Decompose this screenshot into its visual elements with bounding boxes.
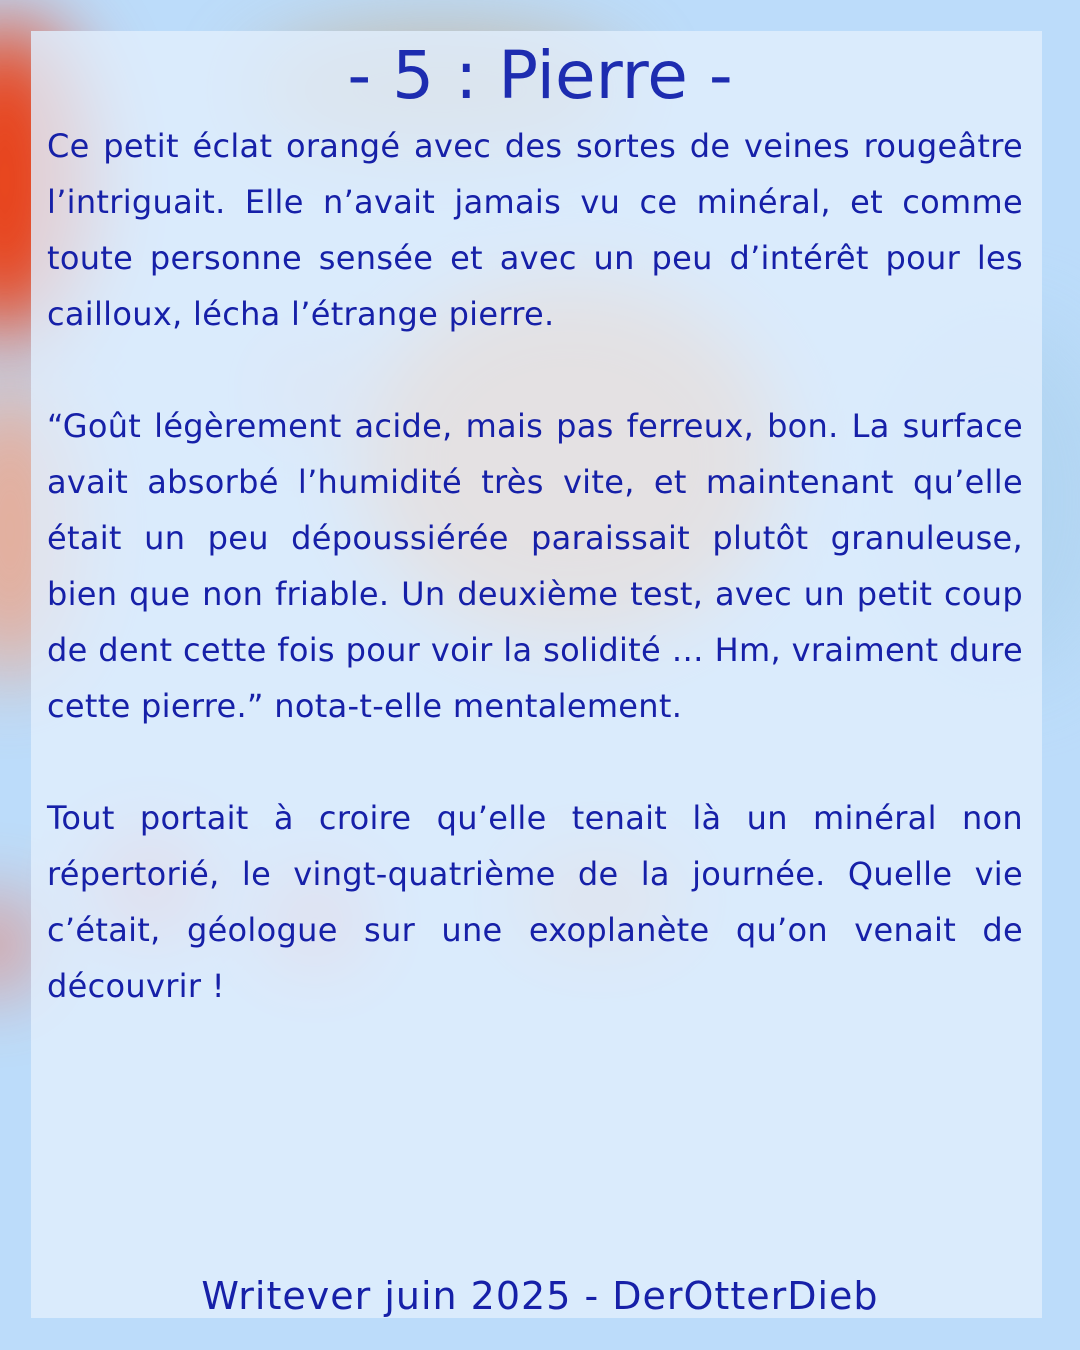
- red-blur-shape: [0, 900, 30, 990]
- story-text: [47, 118, 1023, 1070]
- footer-credit: Writever juin 2025 - DerOtterDieb: [201, 1274, 879, 1318]
- paragraph-3: Tout portait à croire qu’elle tenait là un minéral non répertorié, le vingt-quatrième de la journée. Quelle vie c’était, géologue sur une exoplanète qu’on venait de découvrir !: [47, 799, 1023, 1005]
- page-title: - 5 : Pierre -: [347, 37, 733, 114]
- paragraph-2: “Goût légèrement acide, mais pas ferreux, bon. La surface avait absorbé l’humidité très vite, et maintenant qu’elle était un peu dépoussiérée paraissait plutôt granuleuse, bien que non friable. Un deuxième test, avec un petit coup de dent cette fois pour voir la solidité … Hm, vraiment dure cette pierre.” nota-t-elle mentalement.: [47, 407, 1023, 725]
- paragraph-1: Ce petit éclat orangé avec des sortes de veines rougeâtre l’intriguait. Elle n’avait jamais vu ce minéral, et comme toute personne sensée et avec un peu d’intérêt pour les cailloux, lécha l’étrange pierre.: [47, 127, 1023, 333]
